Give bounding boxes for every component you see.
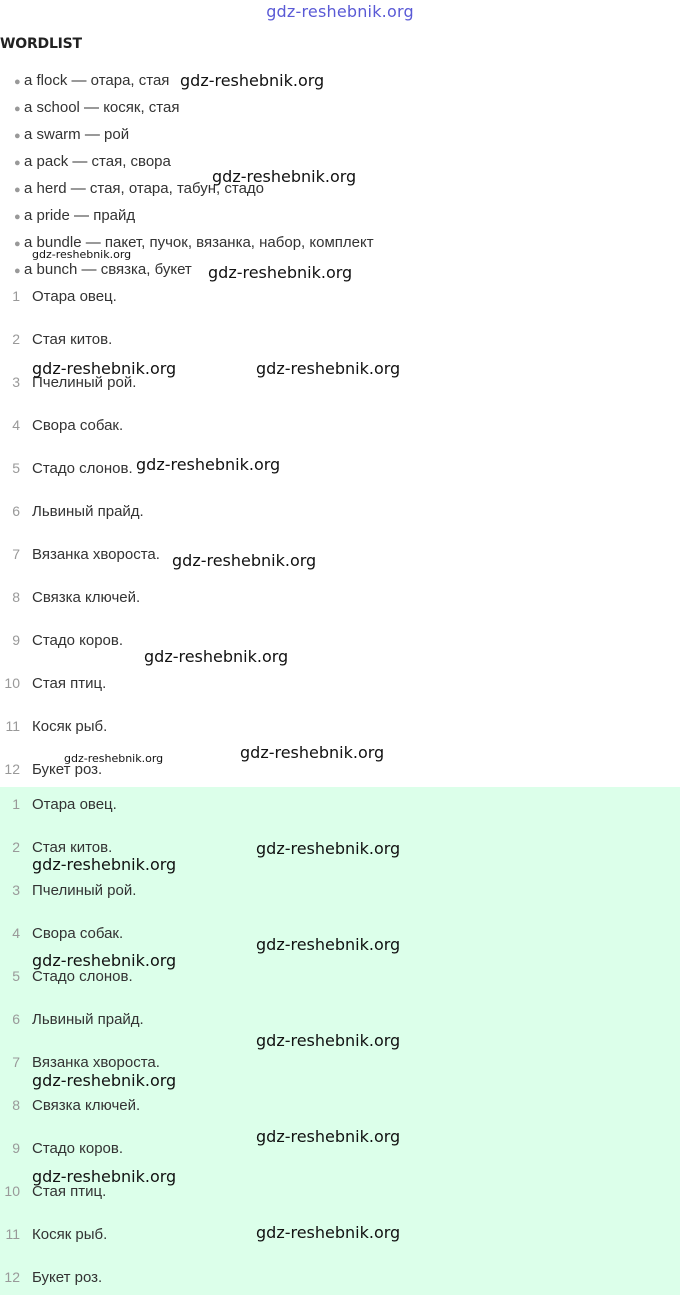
wordlist-item: ● a flock — отара, стая bbox=[14, 72, 170, 89]
watermark: gdz-reshebnik.org bbox=[32, 1071, 177, 1090]
answer-item: 2 Стая китов. bbox=[12, 839, 113, 856]
wordlist-heading: WORDLIST bbox=[0, 36, 82, 52]
watermark: gdz-reshebnik.org bbox=[256, 839, 401, 858]
watermark: gdz-reshebnik.org bbox=[32, 359, 177, 378]
watermark: gdz-reshebnik.org bbox=[32, 248, 132, 261]
bullet-icon: ● bbox=[14, 184, 21, 196]
watermark: gdz-reshebnik.org bbox=[256, 935, 401, 954]
exercise-item: 2 Стая китов. bbox=[12, 331, 113, 348]
exercise-item: 3 Пчелиный рой. bbox=[12, 374, 137, 391]
bullet-icon: ● bbox=[14, 130, 21, 142]
bullet-icon: ● bbox=[14, 211, 21, 223]
wordlist-item: ● a pride — прайд bbox=[14, 207, 136, 224]
watermark: gdz-reshebnik.org bbox=[180, 71, 325, 90]
watermark: gdz-reshebnik.org bbox=[32, 855, 177, 874]
watermark: gdz-reshebnik.org bbox=[256, 1031, 401, 1050]
exercise-item: 7 Вязанка хвороста. bbox=[12, 546, 160, 563]
wordlist-item: ● a pack — стая, свора bbox=[14, 153, 171, 170]
watermark: gdz-reshebnik.org bbox=[172, 551, 317, 570]
exercise-item: 10 Стая птиц. bbox=[4, 675, 107, 692]
exercise-item: 11 Косяк рыб. bbox=[5, 718, 108, 735]
answer-item: 1 Отара овец. bbox=[12, 796, 117, 813]
bullet-icon: ● bbox=[14, 157, 21, 169]
watermark: gdz-reshebnik.org bbox=[212, 167, 357, 186]
answer-item: 8 Связка ключей. bbox=[12, 1097, 141, 1114]
answer-item: 9 Стадо коров. bbox=[12, 1140, 124, 1157]
site-header-link[interactable]: gdz-reshebnik.org bbox=[266, 2, 414, 21]
wordlist-item: ● a bundle — пакет, пучок, вязанка, набор, комплект bbox=[14, 234, 374, 251]
watermark: gdz-reshebnik.org bbox=[144, 647, 289, 666]
watermark: gdz-reshebnik.org bbox=[256, 1223, 401, 1242]
wordlist-item: ● a swarm — рой bbox=[14, 126, 130, 143]
answer-item: 4 Свора собак. bbox=[12, 925, 124, 942]
bullet-icon: ● bbox=[14, 76, 21, 88]
exercise-item: 12 Букет роз. bbox=[4, 761, 103, 778]
watermark: gdz-reshebnik.org bbox=[208, 263, 353, 282]
exercise-item: 8 Связка ключей. bbox=[12, 589, 141, 606]
watermark: gdz-reshebnik.org bbox=[32, 951, 177, 970]
exercise-item: 4 Свора собак. bbox=[12, 417, 124, 434]
wordlist-item: ● a school — косяк, стая bbox=[14, 99, 180, 116]
watermark: gdz-reshebnik.org bbox=[240, 743, 385, 762]
watermark: gdz-reshebnik.org bbox=[32, 1167, 177, 1186]
answer-item: 12 Букет роз. bbox=[4, 1269, 103, 1286]
watermark: gdz-reshebnik.org bbox=[256, 359, 401, 378]
bullet-icon: ● bbox=[14, 265, 21, 277]
wordlist-item: ● a bunch — связка, букет bbox=[14, 261, 192, 278]
exercise-item: 1 Отара овец. bbox=[12, 288, 117, 305]
watermark: gdz-reshebnik.org bbox=[256, 1127, 401, 1146]
bullet-icon: ● bbox=[14, 238, 21, 250]
bullet-icon: ● bbox=[14, 103, 21, 115]
exercise-item: 9 Стадо коров. bbox=[12, 632, 124, 649]
wordlist-item: ● a herd — стая, отара, табун, стадо bbox=[14, 180, 265, 197]
watermark: gdz-reshebnik.org bbox=[64, 752, 164, 765]
exercise-item: 6 Львиный прайд. bbox=[12, 503, 144, 520]
answer-item: 5 Стадо слонов. bbox=[12, 968, 133, 985]
answer-item: 6 Львиный прайд. bbox=[12, 1011, 144, 1028]
exercise-item: 5 Стадо слонов. bbox=[12, 460, 133, 477]
watermark: gdz-reshebnik.org bbox=[136, 455, 281, 474]
answer-item: 3 Пчелиный рой. bbox=[12, 882, 137, 899]
answer-item: 10 Стая птиц. bbox=[4, 1183, 107, 1200]
answer-item: 7 Вязанка хвороста. bbox=[12, 1054, 160, 1071]
answer-item: 11 Косяк рыб. bbox=[5, 1226, 108, 1243]
